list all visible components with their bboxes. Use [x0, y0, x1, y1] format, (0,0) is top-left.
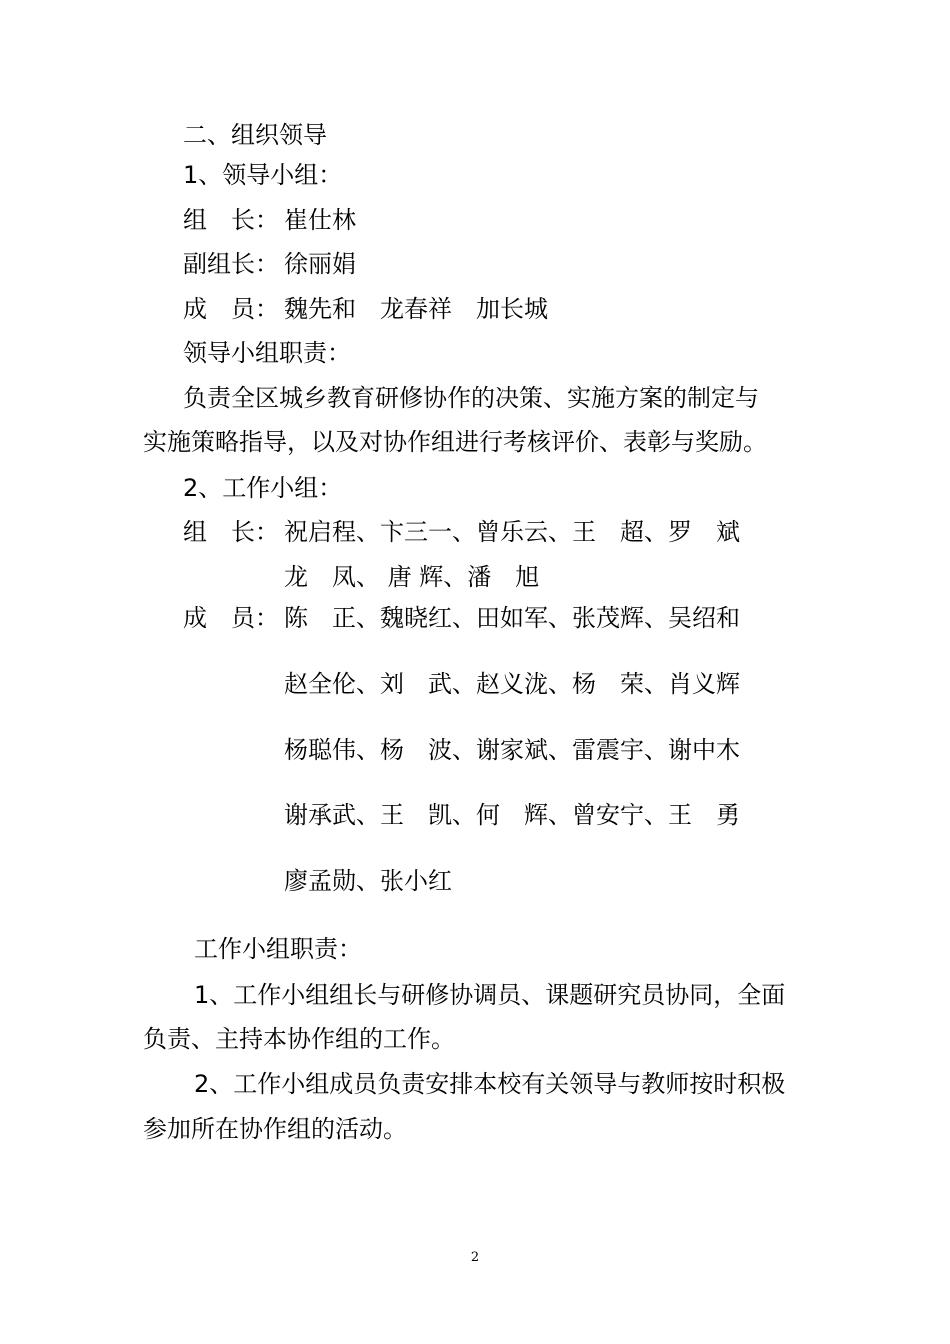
leader-name: 崔仕林: [284, 206, 356, 234]
leadership-duties-line2: 实施策略指导，以及对协作组进行考核评价、表彰与奖励。: [143, 428, 767, 456]
work-members-row: 赵全伦、刘 武、赵义泷、杨 荣、肖义辉: [284, 670, 740, 698]
leadership-members: 魏先和 龙春祥 加长城: [284, 295, 548, 323]
deputy-label: 副组长：: [183, 250, 279, 278]
work-duty1-line1: 1、工作小组组长与研修协调员、课题研究员协同，全面: [194, 981, 786, 1009]
leader-label: 组 长：: [183, 206, 279, 234]
work-duty1-line2: 负责、主持本协作组的工作。: [143, 1025, 455, 1053]
work-duty2-line2: 参加所在协作组的活动。: [143, 1115, 407, 1143]
work-group-heading: 2、工作小组：: [183, 474, 343, 502]
leadership-duties-line1: 负责全区城乡教育研修协作的决策、实施方案的制定与: [183, 384, 759, 412]
leadership-duties-heading: 领导小组职责：: [183, 339, 351, 367]
members-label: 成 员：: [183, 295, 279, 323]
work-duties-heading: 工作小组职责：: [194, 935, 362, 963]
page-number: 2: [470, 1250, 480, 1265]
work-members-row: 谢承武、王 凯、何 辉、曾安宁、王 勇: [284, 801, 740, 829]
work-duty2-line1: 2、工作小组成员负责安排本校有关领导与教师按时积极: [194, 1070, 786, 1098]
work-members-row: 杨聪伟、杨 波、谢家斌、雷震宇、谢中木: [284, 736, 740, 764]
work-leaders-row: 祝启程、卞三一、曾乐云、王 超、罗 斌: [284, 518, 740, 546]
work-members-label: 成 员：: [183, 604, 279, 632]
leadership-group-heading: 1、领导小组：: [183, 161, 343, 189]
section-heading: 二、组织领导: [183, 121, 327, 149]
work-leaders-row: 龙 凤、 唐 辉、潘 旭: [284, 563, 540, 591]
deputy-name: 徐丽娟: [284, 250, 356, 278]
work-leaders-label: 组 长：: [183, 518, 279, 546]
work-members-row: 陈 正、魏晓红、田如军、张茂辉、吴绍和: [284, 604, 740, 632]
work-members-row: 廖孟勋、张小红: [284, 867, 452, 895]
